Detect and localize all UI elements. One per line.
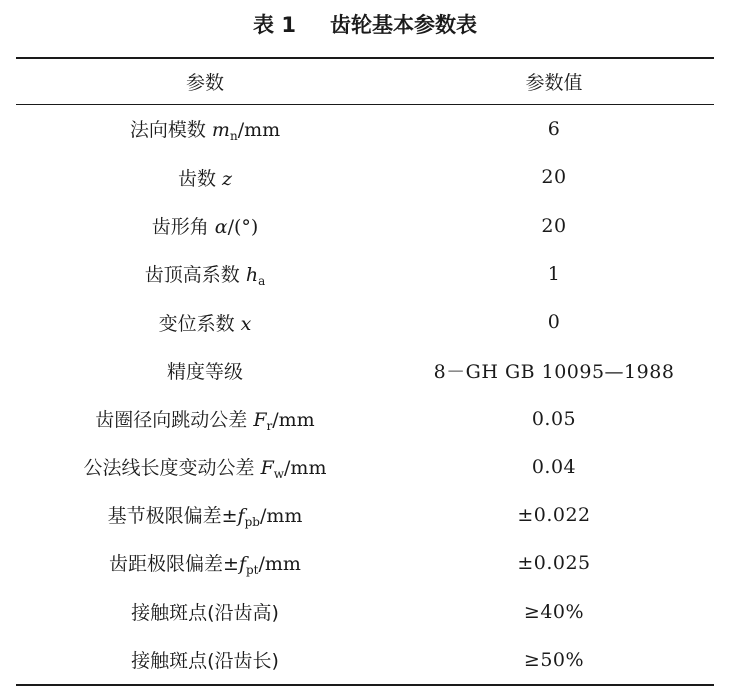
parameter-unit: /mm <box>272 408 315 431</box>
parameter-cell <box>16 539 394 587</box>
parameter-subscript: pt <box>246 563 259 578</box>
table-row <box>16 298 714 346</box>
value-cell: 6 <box>547 118 561 141</box>
header-value: 参数值 <box>525 72 583 94</box>
parameter-symbol: α <box>214 216 228 239</box>
bottom-rule <box>16 684 714 686</box>
header-row <box>16 59 714 104</box>
table-row <box>16 443 714 491</box>
table-header <box>16 59 714 104</box>
table-row <box>16 250 714 298</box>
parameter-subscript: pb <box>244 515 260 530</box>
value-cell: 20 <box>541 166 567 189</box>
parameter-table <box>16 105 714 684</box>
parameter-symbol: x <box>240 312 252 335</box>
header-parameter: 参数 <box>185 72 224 94</box>
parameter-unit: /(°) <box>227 216 259 239</box>
table-row <box>16 346 714 394</box>
parameter-unit: /mm <box>258 553 301 576</box>
parameter-cell <box>16 588 394 636</box>
parameter-name: 接触斑点(沿齿高) <box>131 602 279 625</box>
value-cell: ≥40% <box>523 600 585 623</box>
parameter-cell <box>16 250 394 298</box>
parameter-name: 接触斑点(沿齿长) <box>131 650 279 673</box>
value-cell: 0.05 <box>531 407 577 430</box>
parameter-cell <box>16 443 394 491</box>
parameter-cell <box>16 491 394 539</box>
value-cell: ±0.025 <box>517 552 591 575</box>
value-cell: ±0.022 <box>517 504 591 527</box>
table-row <box>16 539 714 587</box>
parameter-cell <box>16 105 394 153</box>
table-caption <box>0 8 730 42</box>
value-cell: 8－GH GB 10095—1988 <box>433 360 675 383</box>
parameter-subscript: r <box>266 418 273 433</box>
parameter-symbol: f <box>237 505 245 528</box>
parameter-name: 公法线长度变动公差 <box>83 456 261 479</box>
parameter-name: 齿数 <box>177 167 223 190</box>
parameter-cell <box>16 346 394 394</box>
parameter-symbol: z <box>222 167 233 190</box>
table-row <box>16 636 714 684</box>
table-number: 表 1 <box>253 13 296 37</box>
parameter-unit: /mm <box>237 119 281 142</box>
parameter-unit: /mm <box>259 505 303 528</box>
parameter-symbol: h <box>245 263 259 286</box>
table-title: 齿轮基本参数表 <box>329 13 477 37</box>
parameter-symbol: m <box>211 119 230 142</box>
table-row <box>16 395 714 443</box>
parameter-symbol: f <box>238 553 246 576</box>
parameter-name: 齿圈径向跳动公差 <box>95 408 254 431</box>
parameter-name: 变位系数 <box>158 312 241 335</box>
value-cell: 0 <box>547 311 561 334</box>
parameter-name: 齿形角 <box>151 216 215 239</box>
parameter-subscript: a <box>258 273 266 288</box>
table-row <box>16 153 714 201</box>
value-cell: 20 <box>541 214 567 237</box>
table-row <box>16 202 714 250</box>
parameter-cell <box>16 202 394 250</box>
parameter-cell <box>16 395 394 443</box>
table-row <box>16 491 714 539</box>
parameter-cell <box>16 636 394 684</box>
parameter-name: 精度等级 <box>166 360 243 383</box>
value-cell: 1 <box>547 262 561 285</box>
parameter-name: 齿距极限偏差± <box>109 553 239 576</box>
parameter-unit: /mm <box>284 456 327 479</box>
parameter-name: 齿顶高系数 <box>144 263 246 286</box>
table-row <box>16 105 714 153</box>
parameter-name: 基节极限偏差± <box>107 505 238 528</box>
parameter-symbol: F <box>260 456 274 479</box>
parameter-cell <box>16 153 394 201</box>
parameter-subscript: w <box>273 466 285 481</box>
value-cell: 0.04 <box>531 455 577 478</box>
parameter-symbol: F <box>253 408 267 431</box>
parameter-name: 法向模数 <box>129 119 212 142</box>
table-row <box>16 588 714 636</box>
value-cell: ≥50% <box>523 648 585 671</box>
parameter-cell <box>16 298 394 346</box>
parameter-subscript: n <box>229 129 238 144</box>
